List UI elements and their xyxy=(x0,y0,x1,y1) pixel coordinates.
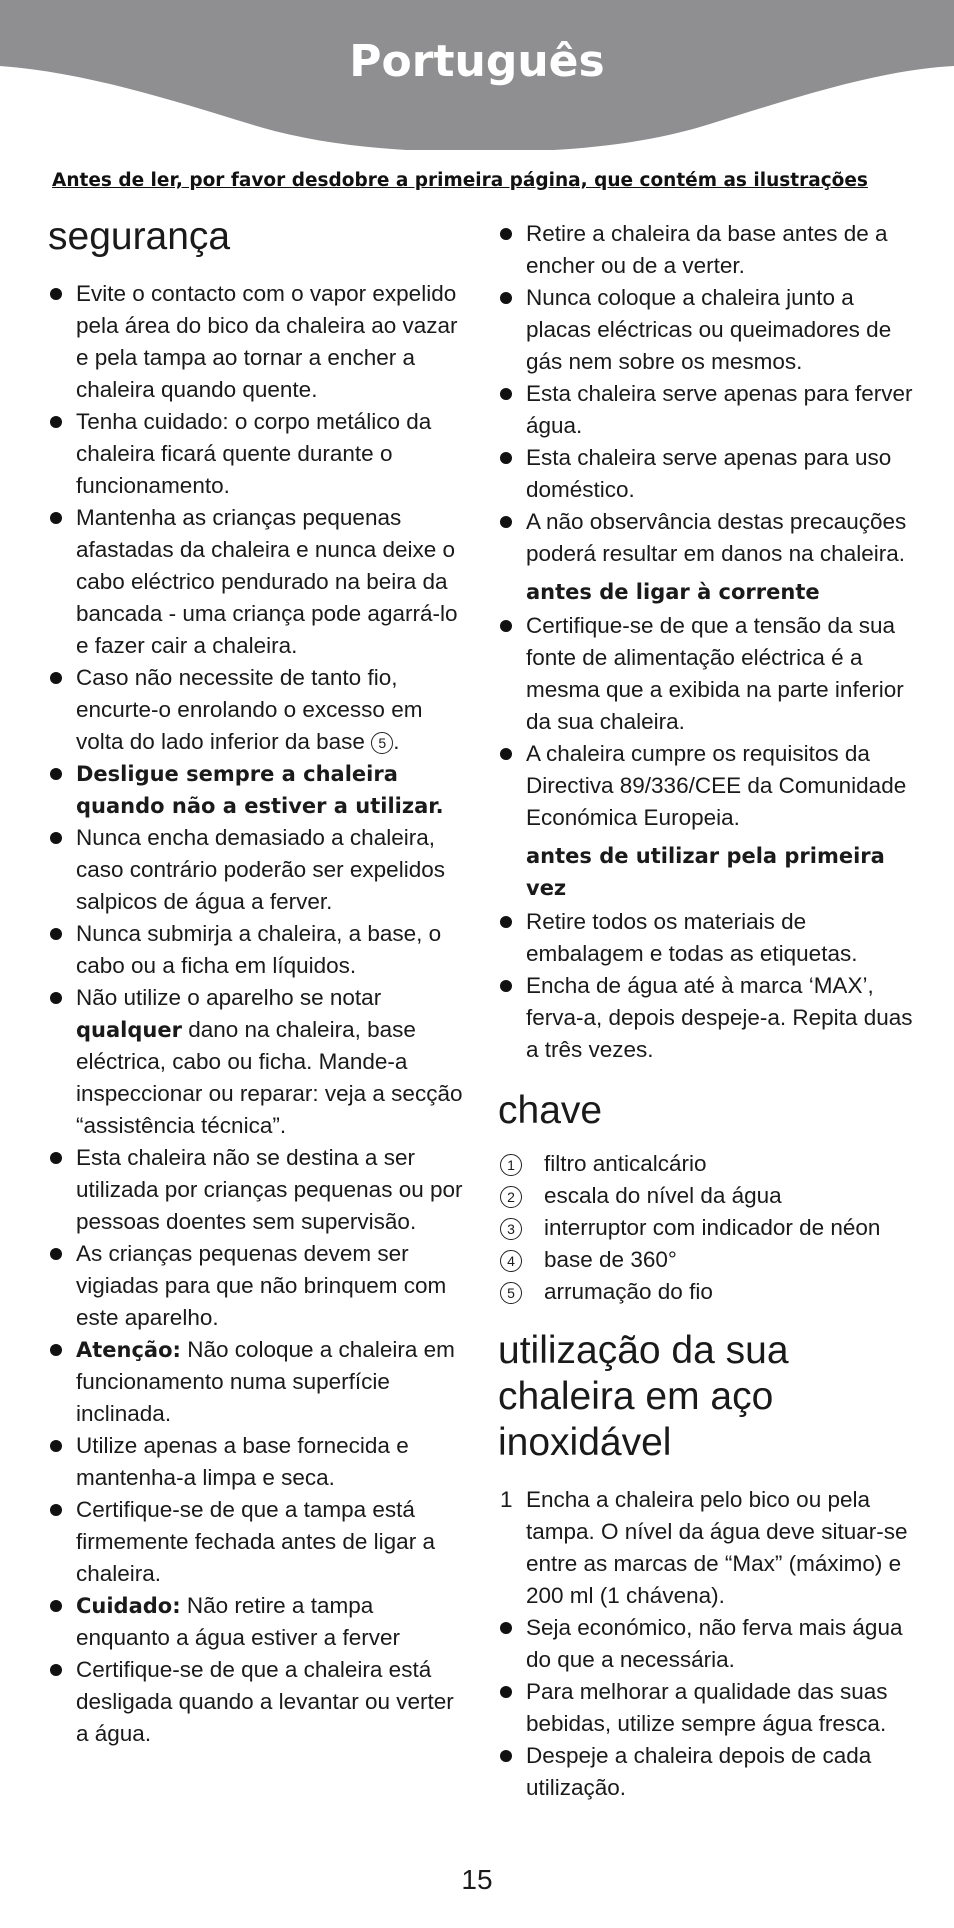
list-item: Esta chaleira serve apenas para uso doméstico. xyxy=(498,442,918,506)
page-number: 15 xyxy=(461,1864,493,1895)
list-item: Esta chaleira serve apenas para ferver água. xyxy=(498,378,918,442)
list-item: Esta chaleira não se destina a ser utilizada por crianças pequenas ou por pessoas doentes sem supervisão. xyxy=(48,1142,466,1238)
list-item: Nunca submirja a chaleira, a base, o cabo ou a ficha em líquidos. xyxy=(48,918,466,982)
list-item: Nunca coloque a chaleira junto a placas eléctricas ou queimadores de gás nem sobre os mesmos. xyxy=(498,282,918,378)
key-item: 2 escala do nível da água xyxy=(498,1180,918,1212)
number-circle-icon: 1 xyxy=(500,1154,522,1176)
figure-ref-circle: 5 xyxy=(371,732,393,754)
bullet-icon xyxy=(500,980,512,992)
bullet-icon xyxy=(50,928,62,940)
bullet-icon xyxy=(50,416,62,428)
section-heading-usage: utilização da sua chaleira em aço inoxidável xyxy=(498,1329,789,1464)
bullet-icon xyxy=(500,452,512,464)
list-item: Utilize apenas a base fornecida e mantenha-a limpa e seca. xyxy=(48,1430,466,1494)
section-heading-safety: segurança xyxy=(48,215,231,258)
list-item: Certifique-se de que a tensão da sua fonte de alimentação eléctrica é a mesma que a exibida na parte inferior da sua chaleira. xyxy=(498,610,918,738)
list-item: Retire todos os materiais de embalagem e todas as etiquetas. xyxy=(498,906,918,970)
bullet-icon xyxy=(500,620,512,632)
bullet-icon xyxy=(500,516,512,528)
list-item: Para melhorar a qualidade das suas bebidas, utilize sempre água fresca. xyxy=(498,1676,918,1740)
subheading-before-plugging: antes de ligar à corrente xyxy=(526,580,820,604)
page-title: Português xyxy=(349,36,605,87)
list-item: Não utilize o aparelho se notar qualquer dano na chaleira, base eléctrica, cabo ou ficha. Mande-a inspeccionar ou reparar: veja a secção “assistência técnica”. xyxy=(48,982,466,1142)
list-item: Despeje a chaleira depois de cada utilização. xyxy=(498,1740,918,1804)
bullet-icon xyxy=(500,748,512,760)
bullet-icon xyxy=(500,916,512,928)
number-circle-icon: 2 xyxy=(500,1186,522,1208)
bullet-icon xyxy=(50,1600,62,1612)
bullet-icon xyxy=(500,1750,512,1762)
list-item: Mantenha as crianças pequenas afastadas da chaleira e nunca deixe o cabo eléctrico pendurado na beira da bancada - uma criança pode agarrá-lo e fazer cair a chaleira. xyxy=(48,502,466,662)
bullet-icon xyxy=(50,512,62,524)
list-item: Caso não necessite de tanto fio, encurte-o enrolando o excesso em volta do lado inferior da base 5 . xyxy=(48,662,466,758)
list-item: Encha de água até à marca ‘MAX’, ferva-a, depois despeje-a. Repita duas a três vezes. xyxy=(498,970,918,1066)
bullet-icon xyxy=(50,1504,62,1516)
list-item: Atenção: Não coloque a chaleira em funcionamento numa superfície inclinada. xyxy=(48,1334,466,1430)
bullet-icon xyxy=(50,1440,62,1452)
bullet-icon xyxy=(500,1622,512,1634)
usage-list xyxy=(498,1612,918,1804)
bullet-icon xyxy=(500,228,512,240)
list-item: Seja económico, não ferva mais água do que a necessária. xyxy=(498,1612,918,1676)
safety-list xyxy=(48,278,466,1750)
list-item: Evite o contacto com o vapor expelido pela área do bico da chaleira ao vazar e pela tampa ao tornar a encher a chaleira quando quente. xyxy=(48,278,466,406)
list-item: Retire a chaleira da base antes de a encher ou de a verter. xyxy=(498,218,918,282)
before-plugging-list xyxy=(498,610,918,834)
number-circle-icon: 4 xyxy=(500,1250,522,1272)
list-item: Certifique-se de que a tampa está firmemente fechada antes de ligar a chaleira. xyxy=(48,1494,466,1590)
list-item: A não observância destas precauções poderá resultar em danos na chaleira. xyxy=(498,506,918,570)
subheading-before-first-use: antes de utilizar pela primeira vez xyxy=(526,844,885,900)
key-item: 3 interruptor com indicador de néon xyxy=(498,1212,918,1244)
section-heading-key: chave xyxy=(498,1089,603,1132)
bullet-icon xyxy=(500,1686,512,1698)
key-item: 4 base de 360° xyxy=(498,1244,918,1276)
list-item: Certifique-se de que a chaleira está desligada quando a levantar ou verter a água. xyxy=(48,1654,466,1750)
bullet-icon xyxy=(50,1664,62,1676)
bullet-icon xyxy=(50,992,62,1004)
list-item: Desligue sempre a chaleira quando não a estiver a utilizar. xyxy=(48,758,466,822)
list-item: A chaleira cumpre os requisitos da Directiva 89/336/CEE da Comunidade Económica Europeia. xyxy=(498,738,918,834)
bullet-icon xyxy=(50,1344,62,1356)
list-item: Nunca encha demasiado a chaleira, caso contrário poderão ser expelidos salpicos de água a ferver. xyxy=(48,822,466,918)
bullet-icon xyxy=(50,768,62,780)
bullet-icon xyxy=(50,1248,62,1260)
list-item: Cuidado: Não retire a tampa enquanto a água estiver a ferver xyxy=(48,1590,466,1654)
safety-list-continued xyxy=(498,218,918,570)
list-item: As crianças pequenas devem ser vigiadas para que não brinquem com este aparelho. xyxy=(48,1238,466,1334)
key-item: 5 arrumação do fio xyxy=(498,1276,918,1308)
list-item: Tenha cuidado: o corpo metálico da chaleira ficará quente durante o funcionamento. xyxy=(48,406,466,502)
number-circle-icon: 3 xyxy=(500,1218,522,1240)
number-circle-icon: 5 xyxy=(500,1282,522,1304)
left-column xyxy=(48,214,466,1750)
key-item: 1 filtro anticalcário xyxy=(498,1148,918,1180)
usage-step-1: 1 Encha a chaleira pelo bico ou pela tampa. O nível da água deve situar-se entre as marcas de “Max” (máximo) e 200 ml (1 chávena). xyxy=(500,1487,908,1608)
key-list xyxy=(498,1148,918,1308)
before-first-use-list xyxy=(498,906,918,1066)
bullet-icon xyxy=(50,672,62,684)
bullet-icon xyxy=(500,292,512,304)
bullet-icon xyxy=(50,1152,62,1164)
bullet-icon xyxy=(50,832,62,844)
bullet-icon xyxy=(500,388,512,400)
bullet-icon xyxy=(50,288,62,300)
intro-note: Antes de ler, por favor desdobre a primeira página, que contém as ilustrações xyxy=(52,170,868,191)
right-column xyxy=(498,218,918,1804)
